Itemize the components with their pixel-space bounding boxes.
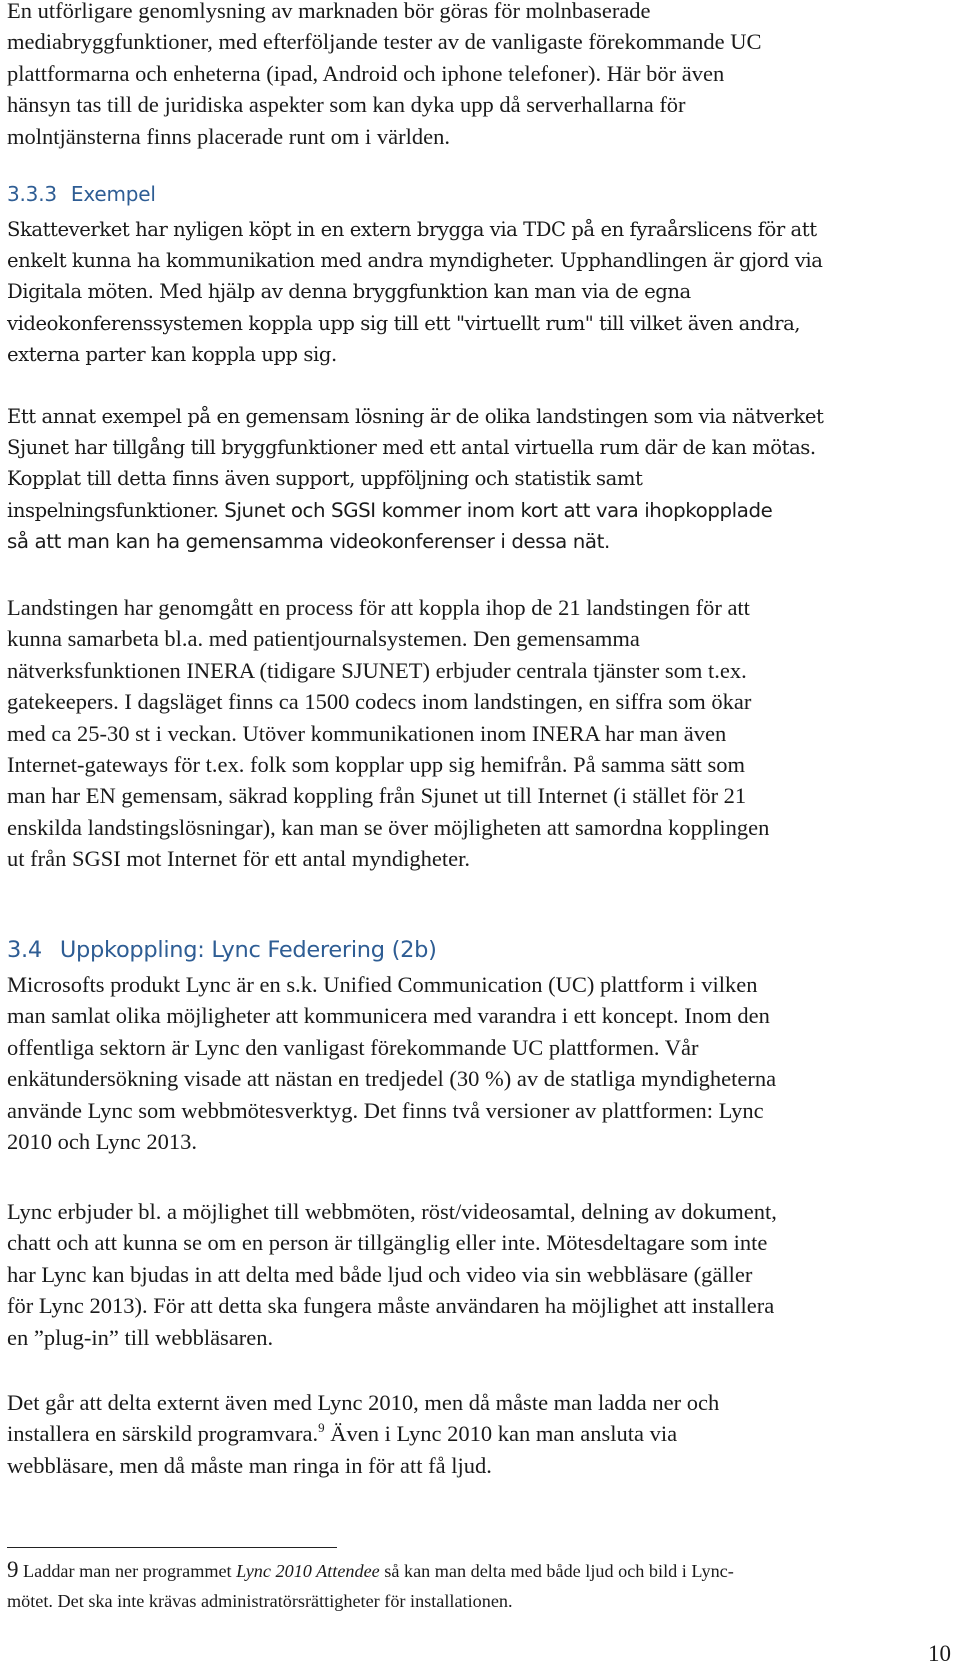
lync-paragraph-1 — [7, 969, 957, 1157]
text-line: för Lync 2013). För att detta ska fungera måste användaren ha möjlighet att installera — [7, 1293, 775, 1319]
footnote — [7, 1555, 957, 1616]
text-line: chatt och att kunna se om en person är tillgänglig eller inte. Mötesdeltagare som inte — [7, 1230, 768, 1256]
section-heading-3-4 — [7, 937, 957, 963]
text-line: använde Lync som webbmötesverktyg. Det finns två versioner av plattformen: Lync — [7, 1097, 764, 1123]
text-line: En utförligare genomlysning av marknaden bör göras för molnbaserade — [7, 0, 651, 23]
text-span: installera en särskild programvara. — [7, 1421, 319, 1447]
text-line — [7, 1555, 957, 1587]
text-line: enskilda landstingslösningar), kan man se över möjligheten att samordna kopplingen — [7, 814, 770, 840]
text-line: har Lync kan bjudas in att delta med både ljud och video via sin webbläsare (gäller — [7, 1261, 753, 1287]
text-line: Lync erbjuder bl. a möjlighet till webbmöten, röst/videosamtal, delning av dokument, — [7, 1199, 777, 1224]
text-line: enkelt kunna ha kommunikation med andra myndigheter. Upphandlingen är gjord via — [7, 249, 823, 273]
text-line: mötet. Det ska inte krävas administratörsrättigheter för installationen. — [7, 1590, 513, 1611]
footnote-reference: 9 — [318, 1420, 325, 1436]
section-number: 3.3.3 — [7, 182, 57, 206]
text-span: så kan man delta med både ljud och bild i Lync- — [379, 1561, 734, 1581]
text-line: enkätundersökning visade att nästan en tredjedel (30 %) av de statliga myndigheterna — [7, 1066, 777, 1092]
text-line: Skatteverket har nyligen köpt in en extern brygga via TDC på en fyraårslicens för att — [7, 218, 817, 241]
text-line: Microsofts produkt Lync är en s.k. Unified Communication (UC) plattform i vilken — [7, 972, 758, 997]
text-line: Internet-gateways för t.ex. folk som kopplar upp sig hemifrån. På samma sätt som — [7, 752, 745, 778]
text-span: Sjunet och SGSI kommer inom kort att vara ihopkopplade — [224, 498, 773, 522]
text-line: webbläsare, men då måste man ringa in för att få ljud. — [7, 1452, 492, 1478]
exempel-paragraph-1 — [7, 214, 957, 370]
section-title: Exempel — [70, 182, 156, 206]
text-line: offentliga sektorn är Lync den vanligast förekommande UC plattformen. Vår — [7, 1034, 699, 1060]
text-line: med ca 25-30 st i veckan. Utöver kommunikationen inom INERA har man även — [7, 720, 727, 746]
text-line: Ett annat exempel på en gemensam lösning är de olika landstingen som via nätverket — [7, 405, 824, 428]
section-title: Uppkoppling: Lync Federering (2b) — [59, 937, 437, 963]
text-line: så att man kan ha gemensamma videokonferenser i dessa nät. — [7, 529, 610, 553]
text-span: Lync 2010 Attendee — [236, 1561, 380, 1581]
text-line: ut från SGSI mot Internet för ett antal myndigheter. — [7, 846, 471, 872]
text-line: Landstingen har genomgått en process för att koppla ihop de 21 landstingen för att — [7, 595, 750, 620]
text-line — [7, 495, 957, 526]
text-line: man har EN gemensam, säkrad koppling från Sjunet ut till Internet (i stället för 21 — [7, 783, 747, 809]
exempel-paragraph-3 — [7, 592, 957, 875]
page-number: 10 — [928, 1641, 951, 1666]
text-line: molntjänsterna finns placerade runt om i världen. — [7, 123, 450, 149]
text-span: Laddar man ner programmet — [18, 1561, 237, 1581]
lync-paragraph-3 — [7, 1387, 957, 1481]
text-line: gatekeepers. I dagsläget finns ca 1500 codecs inom landstingen, en siffra som ökar — [7, 689, 752, 715]
text-line: hänsyn tas till de juridiska aspekter som kan dyka upp då serverhallarna för — [7, 92, 686, 118]
text-line: videokonferenssystemen koppla upp sig till ett "virtuellt rum" till vilket även andra, — [7, 311, 801, 335]
text-span: inspelningsfunktioner. — [7, 498, 225, 522]
text-line: externa parter kan koppla upp sig. — [7, 342, 337, 366]
text-line: kunna samarbeta bl.a. med patientjournalsystemen. Den gemensamma — [7, 626, 640, 652]
text-line: 2010 och Lync 2013. — [7, 1129, 197, 1155]
text-line: en ”plug-in” till webbläsaren. — [7, 1324, 274, 1350]
text-line: Det går att delta externt även med Lync 2010, men då måste man ladda ner och — [7, 1390, 720, 1415]
footnote-number: 9 — [7, 1557, 19, 1582]
text-line: Kopplat till detta finns även support, uppföljning och statistik samt — [7, 467, 643, 491]
text-line: plattformarna och enheterna (ipad, Android och iphone telefoner). Här bör även — [7, 60, 725, 86]
footnote-separator — [7, 1547, 337, 1548]
text-line: nätverksfunktionen INERA (tidigare SJUNET) erbjuder centrala tjänster som t.ex. — [7, 657, 747, 683]
exempel-paragraph-2 — [7, 401, 957, 557]
text-line: man samlat olika möjligheter att kommunicera med varandra i ett koncept. Inom den — [7, 1003, 770, 1029]
text-line: Sjunet har tillgång till bryggfunktioner med ett antal virtuella rum där de kan mötas. — [7, 436, 816, 460]
text-line: Digitala möten. Med hjälp av denna bryggfunktion kan man via de egna — [7, 280, 691, 304]
intro-paragraph — [7, 0, 957, 152]
text-line — [7, 1418, 957, 1449]
text-span: Även i Lync 2010 kan man ansluta via — [324, 1421, 678, 1447]
section-heading-3-3-3 — [7, 182, 957, 206]
section-number: 3.4 — [7, 937, 42, 963]
lync-paragraph-2 — [7, 1196, 957, 1353]
text-line: mediabryggfunktioner, med efterföljande tester av de vanligaste förekommande UC — [7, 29, 762, 55]
